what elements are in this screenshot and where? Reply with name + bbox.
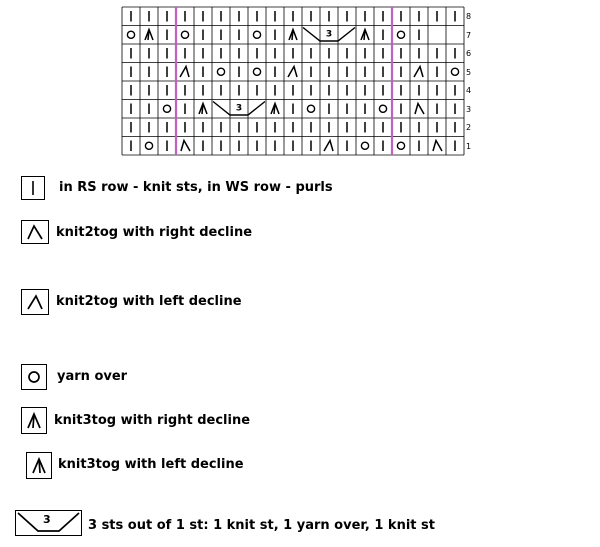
cell-k3tog-right bbox=[271, 104, 279, 115]
cell-k3tog-right bbox=[289, 30, 297, 41]
row-number: 2 bbox=[466, 123, 472, 132]
k3tog-left-symbol-box bbox=[26, 452, 52, 479]
row-number: 1 bbox=[466, 141, 472, 151]
cell-yarn-over bbox=[253, 31, 260, 38]
k2tog-right-symbol-box bbox=[21, 220, 49, 244]
cell-yarn-over bbox=[379, 105, 386, 112]
cell-k2tog-right bbox=[415, 104, 424, 115]
cell-k2tog-left bbox=[288, 67, 297, 78]
cell-yarn-over bbox=[397, 31, 404, 38]
cell-yarn-over bbox=[163, 105, 170, 112]
k2tog-left-symbol-box bbox=[21, 289, 49, 315]
three-from-one-label: 3 bbox=[43, 513, 51, 526]
row-number: 5 bbox=[466, 67, 472, 77]
three-from-one-symbol-box bbox=[15, 510, 82, 536]
knitting-chart bbox=[0, 0, 600, 165]
cell-k2tog-right bbox=[433, 141, 442, 152]
cell-yarn-over bbox=[253, 68, 260, 75]
cell-yarn-over bbox=[145, 142, 152, 149]
row-number: 4 bbox=[466, 86, 472, 95]
row-number: 7 bbox=[466, 30, 472, 40]
cell-yarn-over bbox=[127, 31, 134, 38]
legend-text-yarn-over: yarn over bbox=[57, 369, 128, 384]
cell-k3tog-right bbox=[361, 30, 369, 41]
row-number: 3 bbox=[466, 104, 472, 114]
k3tog-right-symbol-box bbox=[21, 407, 47, 434]
cell-k2tog-right bbox=[181, 141, 190, 152]
cell-yarn-over bbox=[307, 105, 314, 112]
row-number: 6 bbox=[466, 49, 472, 58]
cell-yarn-over bbox=[181, 31, 188, 38]
cell-yarn-over bbox=[451, 68, 458, 75]
cell-yarn-over bbox=[217, 68, 224, 75]
cell-k2tog-left bbox=[324, 141, 333, 152]
cell-yarn-over bbox=[361, 142, 368, 149]
cell-k2tog-left bbox=[414, 67, 423, 78]
yarn-over-symbol-box bbox=[21, 364, 47, 390]
cell-three-from-one-label: 3 bbox=[325, 29, 333, 40]
legend-text-k2tog-left: knit2tog with left decline bbox=[56, 294, 242, 309]
cell-yarn-over bbox=[397, 142, 404, 149]
legend-text-k3tog-right: knit3tog with right decline bbox=[54, 413, 251, 428]
cell-k2tog-left bbox=[180, 67, 189, 78]
legend-text-three-from-one: 3 sts out of 1 st: 1 knit st, 1 yarn over, 1 knit st bbox=[88, 518, 435, 533]
cell-k3tog-right bbox=[145, 30, 153, 41]
legend-text-k2tog-right: knit2tog with right decline bbox=[56, 225, 253, 240]
row-number: 8 bbox=[466, 12, 472, 21]
legend-text-knit-purl: in RS row - knit sts, in WS row - purls bbox=[59, 180, 333, 195]
knit-purl-symbol-box bbox=[21, 176, 45, 200]
legend-text-k3tog-left: knit3tog with left decline bbox=[58, 457, 244, 472]
cell-three-from-one-label: 3 bbox=[235, 103, 243, 114]
cell-k3tog-right bbox=[199, 104, 207, 115]
